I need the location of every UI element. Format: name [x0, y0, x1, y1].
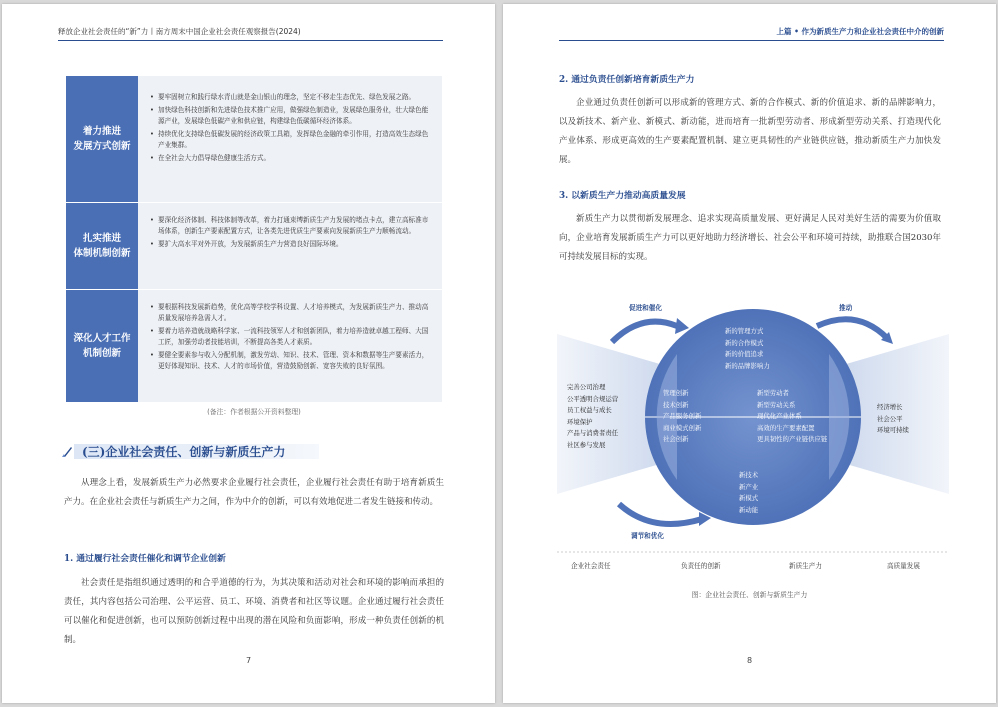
list-item: • 要着力培养造就战略科学家、一流科技领军人才和创新团队，着力培养造就卓越工程师、大国工匠，加强劳动者技能培训，不断提高各类人才素质。	[150, 326, 432, 348]
list-item: 新动能	[739, 505, 759, 514]
axis-label: 企业社会责任	[571, 562, 611, 570]
section-heading	[62, 442, 362, 460]
arrow-bottom	[619, 504, 702, 524]
arrow-label-top-left: 促进和催化	[629, 304, 662, 312]
list-item: • 要根据科技发展新趋势，优化高等学校学科设置、人才培养模式，为发展新质生产力、推动高质量发展培养急需人才。	[150, 302, 432, 324]
axis-label: 高质量发展	[887, 562, 920, 570]
list-item: • 在全社会大力倡导绿色健康生活方式。	[150, 153, 432, 164]
arrow-label-bottom: 调节和优化	[631, 532, 664, 540]
list-item: 新模式	[739, 494, 759, 502]
list-item: 商业模式创新	[663, 423, 702, 432]
right-page	[503, 4, 996, 703]
table-note: (备注：作者根据公开资料整理)	[207, 408, 301, 416]
list-item: 产品服务创新	[663, 412, 702, 420]
list-item: 高效的生产要素配置	[757, 423, 815, 432]
table-category: 扎实推进 体制机制创新	[66, 203, 138, 289]
subheading-2: 2. 通过负责任创新培育新质生产力	[559, 75, 695, 85]
pen-icon	[62, 445, 72, 457]
subheading-2-text: 企业通过负责任创新可以形成新的管理方式、新的合作模式、新的价值追求、新的品牌影响力，以及新技术、新产业、新模式、新动能，进而培育一批新型劳动者、形成新型劳动关系、打造现代化产业体系、形成更高效的生产要素配置机制、建立更具韧性的产业链供应链，推动新质生产力加快发展。	[559, 98, 941, 165]
outcome-list	[877, 402, 909, 437]
list-item: 公平透明合规运营	[567, 394, 619, 403]
relationship-diagram	[557, 294, 949, 584]
subheading-1: 1. 通过履行社会责任催化和调节企业创新	[64, 554, 226, 564]
productivity-list	[757, 388, 827, 446]
table-items	[138, 76, 442, 202]
list-item: 新的管理方式	[725, 327, 764, 335]
list-item: 产品与消费者责任	[567, 429, 619, 437]
subheading-3-text: 新质生产力以贯彻新发展理念、追求实现高质量发展、更好满足人民对美好生活的需要为价值取向，企业培育发展新质生产力可以更好地助力经济增长、社会公平和环境可持续，助推联合国2030年可持续发展目标的实现。	[559, 214, 941, 262]
list-item: 更具韧性的产业链供应链	[757, 435, 828, 443]
list-item: 经济增长	[877, 403, 903, 411]
list-item: • 持续优化支持绿色低碳发展的经济政策工具箱，发挥绿色金融的牵引作用，打造高效生态绿色产业集群。	[150, 129, 432, 151]
right-running-header: 上篇 • 作为新质生产力和企业社会责任中介的创新	[559, 26, 944, 41]
axis-label: 负责任的创新	[681, 562, 721, 570]
page-number: 8	[746, 656, 753, 665]
page-number: 7	[245, 656, 252, 665]
list-item: 管理创新	[663, 389, 689, 397]
list-item: 现代化产业体系	[757, 412, 802, 420]
list-item: 新的合作模式	[725, 338, 764, 347]
left-running-header: 释放企业社会责任的“新”力丨南方周末中国企业社会责任观察报告(2024)	[58, 26, 443, 41]
intro-paragraph: 从理念上看，发展新质生产力必然要求企业履行社会责任，企业履行社会责任有助于培育新质生产力。在企业社会责任与新质生产力之间，作为中介的创新，可以有效地促进二者发生链接和传动。	[64, 478, 444, 507]
list-item: 新型劳动者	[757, 389, 789, 397]
arrow-top-right	[817, 319, 887, 338]
list-item: • 要健全要素参与收入分配机制，激发劳动、知识、技术、管理、资本和数据等生产要素活力，更好体现知识、技术、人才的市场价值，营造鼓励创新、宽容失败的良好氛围。	[150, 350, 432, 372]
list-item: • 要深化经济体制、科技体制等改革，着力打通束缚新质生产力发展的堵点卡点，建立高标准市场体系，创新生产要素配置方式，让各类先进优质生产要素向发展新质生产力顺畅流动。	[150, 215, 432, 237]
list-item: 完善公司治理	[567, 383, 606, 391]
left-page	[2, 4, 495, 703]
innovation-table	[66, 76, 442, 403]
list-item: 新技术	[739, 471, 759, 479]
list-item: 新型劳动关系	[757, 400, 796, 409]
table-category: 深化人才工作 机制创新	[66, 290, 138, 402]
table-row	[66, 76, 442, 203]
table-row	[66, 290, 442, 403]
list-item: 社区参与发展	[567, 440, 606, 449]
subheading-3: 3. 以新质生产力推动高质量发展	[559, 191, 686, 201]
top-quadrant-list	[725, 326, 770, 372]
list-item: • 要牢固树立和践行绿水青山就是金山银山的理念，坚定不移走生态优先、绿色发展之路。	[150, 92, 432, 103]
table-row	[66, 203, 442, 290]
list-item: 社会创新	[663, 435, 689, 443]
table-items	[138, 203, 442, 289]
list-item: 员工权益与成长	[567, 406, 612, 414]
list-item: 环境可持续	[877, 426, 909, 434]
subheading-1-text: 社会责任是指组织通过透明的和合乎道德的行为，为其决策和活动对社会和环境的影响而承担的责任，其内容包括公司治理、公平运营、员工、环境、消费者和社区等议题。企业通过履行社会责任可以催化和促进创新，也可以预防创新过程中出现的潜在风险和负面影响，形成一种负责任创新的机制。	[64, 578, 444, 645]
bottom-quadrant-list	[739, 470, 758, 516]
arrow-label-top-right: 推动	[839, 304, 853, 312]
list-item: • 要扩大高水平对外开放，为发展新质生产力营造良好国际环境。	[150, 239, 432, 250]
section-title: (三)企业社会责任、创新与新质生产力	[82, 445, 286, 459]
csr-list	[567, 382, 618, 451]
arrow-top-left	[612, 322, 677, 342]
list-item: 环境保护	[567, 417, 593, 426]
list-item: 新产业	[739, 482, 759, 491]
figure-caption: 图：企业社会责任、创新与新质生产力	[691, 591, 808, 599]
list-item: 社会公平	[877, 414, 903, 423]
list-item: • 加快绿色科技创新和先进绿色技术推广应用，做强绿色制造业，发展绿色服务业，壮大绿色能源产业，发展绿色低碳产业和供应链，构建绿色低碳循环经济体系。	[150, 105, 432, 127]
table-items	[138, 290, 442, 402]
list-item: 新的价值追求	[725, 350, 764, 358]
axis-label: 新质生产力	[789, 562, 822, 570]
innovation-list	[663, 388, 701, 446]
list-item: 新的品牌影响力	[725, 361, 770, 370]
table-category: 着力推进 发展方式创新	[66, 76, 138, 202]
list-item: 技术创新	[663, 400, 689, 409]
